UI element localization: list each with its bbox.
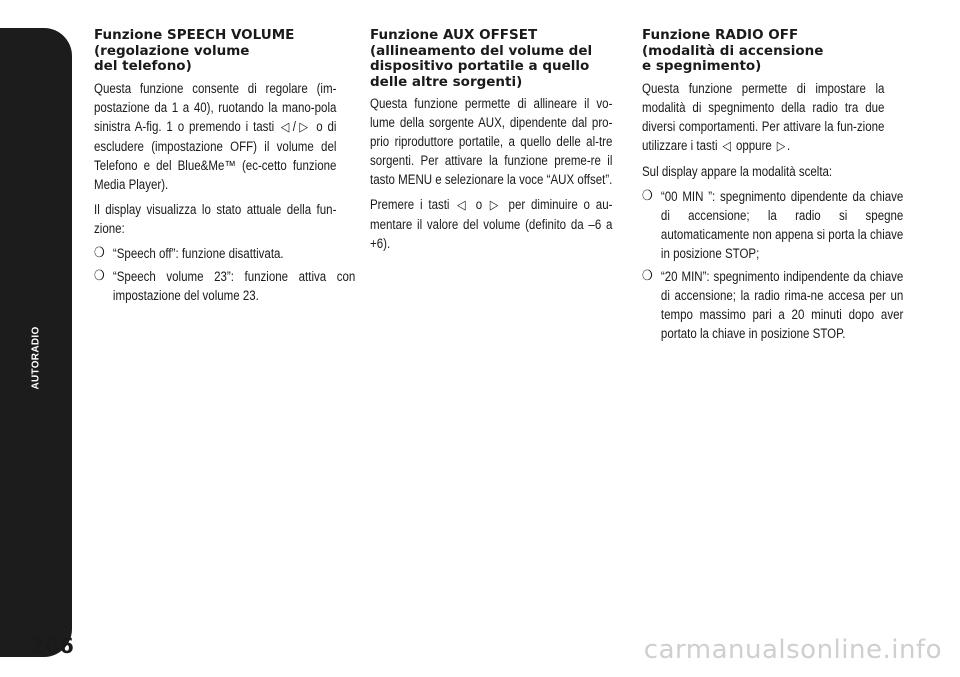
paragraph: Premere i tasti ◁ o ▷ per diminuire o au-mentare il valore del volume (definito da –6 a +6). (370, 197, 613, 251)
paragraph: Questa funzione permette di allineare il vo-lume della sorgente AUX, dipendente dal pro-prio riproduttore portatile, a quello delle al-tre sorgenti. Per attivare la funzione preme-re il tasto MENU e selezionare la voce “AUX offset”. (370, 96, 613, 187)
bullet-icon: ❍ (642, 187, 653, 204)
list-item: ❍ “Speech off”: funzione disattivata. (94, 244, 284, 261)
bullet-icon: ❍ (642, 267, 653, 284)
right-arrow-icon: ▷ (776, 138, 786, 154)
left-arrow-icon: ◁ (722, 138, 732, 154)
left-arrow-icon: ◁ (280, 119, 292, 135)
bullet-icon: ❍ (94, 244, 105, 261)
section-sidebar (0, 28, 72, 657)
list-item: ❍ “00 MIN ”: spegnimento dipendente da chiave di accensione; la radio si spegne automaticamente non appena si porta la chiave in posizione STOP; (642, 187, 904, 261)
option-list (642, 187, 904, 343)
list-item: ❍ “Speech volume 23”: funzione attiva con impostazione del volume 23. (94, 267, 356, 303)
column-speech-volume (94, 27, 356, 309)
column-aux-offset (370, 28, 613, 259)
right-arrow-icon: ▷ (489, 198, 502, 213)
watermark: carmanualsonline.info (643, 635, 942, 665)
heading-aux-offset: Funzione AUX OFFSET (allineamento del volume del dispositivo portatile a quello delle altre sorgenti) (370, 27, 593, 90)
right-arrow-icon: ▷ (297, 119, 310, 135)
page-number: 266 (30, 634, 74, 658)
bullet-icon: ❍ (94, 267, 105, 284)
section-label: AUTORADIO (30, 326, 42, 390)
left-arrow-icon: ◁ (457, 198, 469, 213)
paragraph: Sul display appare la modalità scelta: (642, 163, 833, 179)
option-list (94, 244, 356, 305)
paragraph: Il display visualizza lo stato attuale della fun-zione: (94, 201, 337, 236)
column-radio-off (642, 27, 904, 347)
paragraph: Questa funzione consente di regolare (im-postazione da 1 a 40), ruotando la mano-pola sinistra A-fig. 1 o premendo i tasti ◁ / ▷ o di escludere (impostazione OFF) il volume del Telefono e del Blue&Me™ (ec-cetto funzione Media Player). (94, 80, 337, 192)
paragraph: Questa funzione permette di impostare la modalità di spegnimento della radio tra due diversi comportamenti. Per attivare la fun-zione utilizzare i tasti ◁ oppure ▷ . (642, 80, 885, 154)
list-item: ❍ “20 MIN”: spegnimento indipendente da chiave di accensione; la radio rima-ne accesa per un tempo massimo pari a 20 minuti dopo aver portato la chiave in posizione STOP. (642, 267, 904, 341)
heading-speech-volume: Funzione SPEECH VOLUME (regolazione volume del telefono) (94, 27, 295, 74)
heading-radio-off: Funzione RADIO OFF (modalità di accensione e spegnimento) (642, 27, 824, 74)
